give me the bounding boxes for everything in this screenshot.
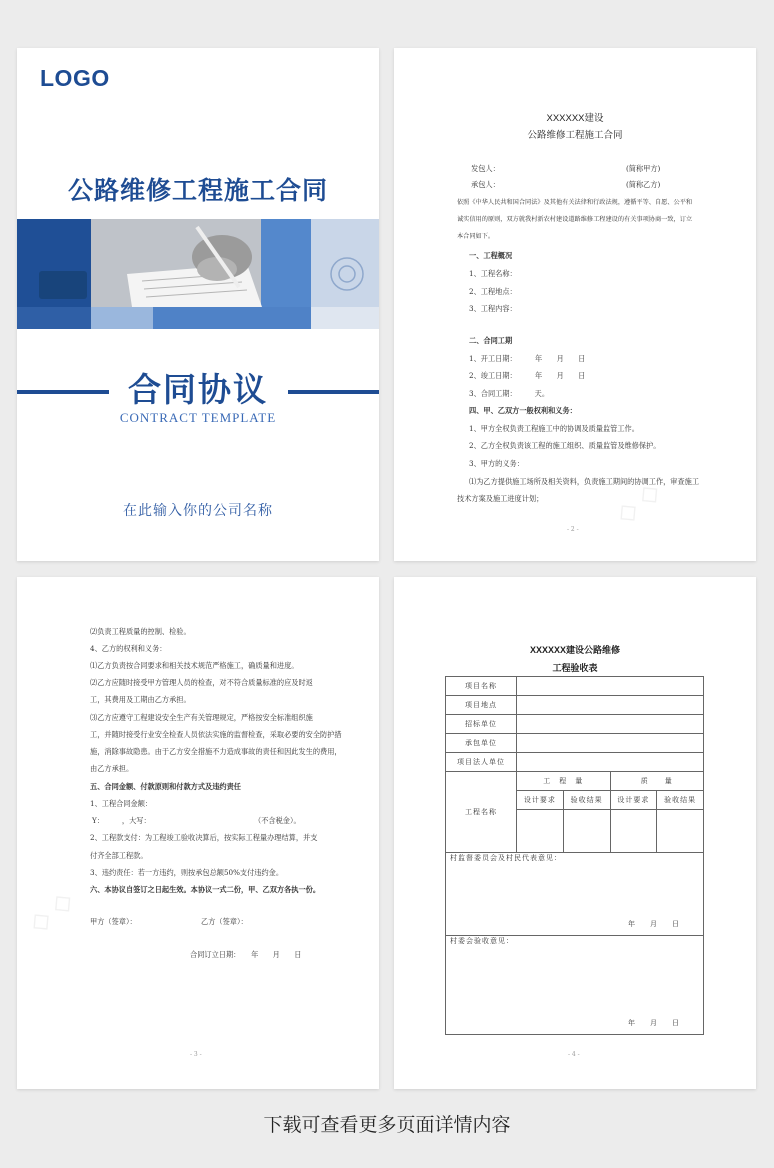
text-line: 3、工程内容： (469, 304, 517, 313)
section-heading: 五、合同金额、付款原则和付款方式及违约责任 (90, 782, 241, 791)
signing-date: 合同订立日期： 年 月 日 (190, 950, 302, 959)
input-cell[interactable] (657, 810, 704, 853)
sub-header: 设计要求 (610, 791, 657, 810)
text-line: 发包人： (471, 164, 500, 173)
text-line: 年 月 日 (535, 371, 586, 380)
text-line: 1、工程名称： (469, 269, 517, 278)
contract-page-3 (17, 577, 379, 1089)
text-line: 承包人： (471, 180, 500, 189)
sub-header: 验收结果 (657, 791, 704, 810)
text-line: 1、工程合同金额： (90, 799, 153, 808)
page4-header-line2: 工程验收表 (552, 663, 598, 673)
text-line: 2、竣工日期： (469, 371, 517, 380)
table-row (446, 772, 704, 791)
input-cell[interactable] (563, 810, 610, 853)
text-line: 2、工程地点： (469, 287, 517, 296)
text-line: 技术方案及施工进度计划； (457, 494, 544, 503)
cover-page (17, 48, 379, 561)
page-number: - 3 - (190, 1051, 202, 1058)
cover-title: 公路维修工程施工合同 (67, 177, 328, 205)
text-line: ⑶乙方应遵守工程建设安全生产有关管理规定，严格按安全标准组织施 (90, 713, 313, 722)
row-value[interactable] (517, 696, 704, 715)
table-row (446, 853, 704, 936)
row-label: 项目地点 (446, 696, 517, 715)
text-line: 依照《中华人民共和国合同法》及其他有关法律和行政法规，遵循平等、自愿、公平和 (457, 199, 693, 206)
text-line: (简称甲方) (626, 164, 661, 173)
section-heading: 二、合同工期 (469, 336, 513, 345)
table-row (446, 753, 704, 772)
acceptance-table (445, 676, 704, 1035)
section-heading: 六、本协议自签订之日起生效。本协议一式二份，甲、乙双方各执一份。 (90, 885, 321, 894)
supervision-opinion-cell[interactable] (446, 853, 704, 936)
cover-english-subtitle: CONTRACT TEMPLATE (119, 410, 277, 425)
row-value[interactable] (517, 753, 704, 772)
text-line: 3、违约责任：若一方违约，则按承包总额50%支付违约金。 (90, 868, 284, 877)
text-line: 3、合同工期： 天。 (469, 389, 550, 398)
text-line: 施，消除事故隐患。由于乙方安全措施不力造成事故的责任和因此发生的费用， (90, 747, 342, 756)
section-heading: 一、工程概况 (469, 251, 513, 260)
text-line: ⑴乙方负责按合同要求和相关技术规范严格施工，确质量和进度。 (90, 661, 299, 670)
text-line: 1、甲方全权负责工程施工中的协调及质量监管工作。 (469, 424, 639, 433)
committee-opinion-label: 村委会验收意见： (450, 937, 514, 945)
cover-banner-image (17, 219, 379, 329)
cover-subtitle: 合同协议 (128, 371, 268, 408)
text-line: 诚实信用的原则，双方就我村新农村建设道路维修工程建设的有关事项协商一致，订立 (457, 216, 693, 223)
text-line: 4、乙方的权利和义务： (90, 644, 167, 653)
engineering-name-label: 工程名称 (446, 772, 517, 853)
section-heading: 四、甲、乙双方一般权利和义务： (469, 406, 577, 415)
text-line: ⑵负责工程质量的控制、检验。 (90, 627, 191, 636)
committee-opinion-cell[interactable] (446, 936, 704, 1035)
input-cell[interactable] (610, 810, 657, 853)
quantity-header: 工 程 量 (517, 772, 611, 791)
row-label: 招标单位 (446, 715, 517, 734)
text-line: （不含税金）。 (254, 816, 301, 825)
footer-caption: 下载可查看更多页面详情内容 (263, 1114, 511, 1136)
table-row (446, 696, 704, 715)
logo: LOGO (40, 65, 110, 91)
text-line: (简称乙方) (626, 180, 661, 189)
text-line: 工，并随时接受行业安全检查人员依法实施的监督检查，采取必要的安全防护措 (90, 730, 342, 739)
date-label: 年 月 日 (628, 1019, 683, 1027)
page-number: - 4 - (568, 1051, 580, 1058)
watermark: ◇ ◇ (23, 884, 80, 940)
text-line: 3、甲方的义务： (469, 459, 524, 468)
company-name-placeholder: 在此输入你的公司名称 (123, 504, 273, 519)
sub-header: 验收结果 (563, 791, 610, 810)
signature-party-a: 甲方（签章）： (90, 917, 137, 926)
text-line: 本合同如下。 (457, 233, 495, 240)
row-value[interactable] (517, 715, 704, 734)
row-label: 项目法人单位 (446, 753, 517, 772)
text-line: Y： ，大写： (92, 816, 151, 825)
watermark: ◇ ◇ (610, 475, 667, 531)
table-row (446, 734, 704, 753)
contract-page-2 (394, 48, 756, 561)
row-label: 项目名称 (446, 677, 517, 696)
table-row (446, 715, 704, 734)
signature-party-b: 乙方（签章）： (201, 917, 248, 926)
page-number: - 2 - (567, 526, 579, 533)
page2-header-line2: 公路维修工程施工合同 (527, 130, 623, 141)
text-line: 1、开工日期： (469, 354, 517, 363)
text-line: 2、工程款支付：为工程竣工验收决算后，按实际工程量办理结算，并支 (90, 833, 318, 842)
acceptance-form-page (394, 577, 756, 1089)
input-cell[interactable] (517, 810, 564, 853)
row-label: 承包单位 (446, 734, 517, 753)
quality-header: 质 量 (610, 772, 704, 791)
page4-header-line1: XXXXXX建设公路维修 (529, 645, 621, 655)
sub-header: 设计要求 (517, 791, 564, 810)
text-line: 工，其费用及工期由乙方承担。 (90, 695, 191, 704)
row-value[interactable] (517, 677, 704, 696)
date-label: 年 月 日 (628, 920, 683, 928)
table-row (446, 677, 704, 696)
text-line: 付齐全部工程款。 (90, 851, 148, 860)
row-value[interactable] (517, 734, 704, 753)
text-line: 年 月 日 (535, 354, 586, 363)
supervision-opinion-label: 村监督委员会及村民代表意见： (450, 854, 562, 862)
text-line: 2、乙方全权负责该工程的施工组织、质量监管及维修保护。 (469, 441, 661, 450)
table-row (446, 936, 704, 1035)
text-line: 由乙方承担。 (90, 764, 134, 773)
page2-header-line1: XXXXXX建设 (546, 113, 604, 124)
text-line: ⑴为乙方提供施工场所及相关资料，负责施工期间的协调工作，审查施工 (469, 477, 700, 486)
text-line: ⑵乙方应随时接受甲方管理人员的检查，对不符合质量标准的应及时返 (90, 678, 313, 687)
